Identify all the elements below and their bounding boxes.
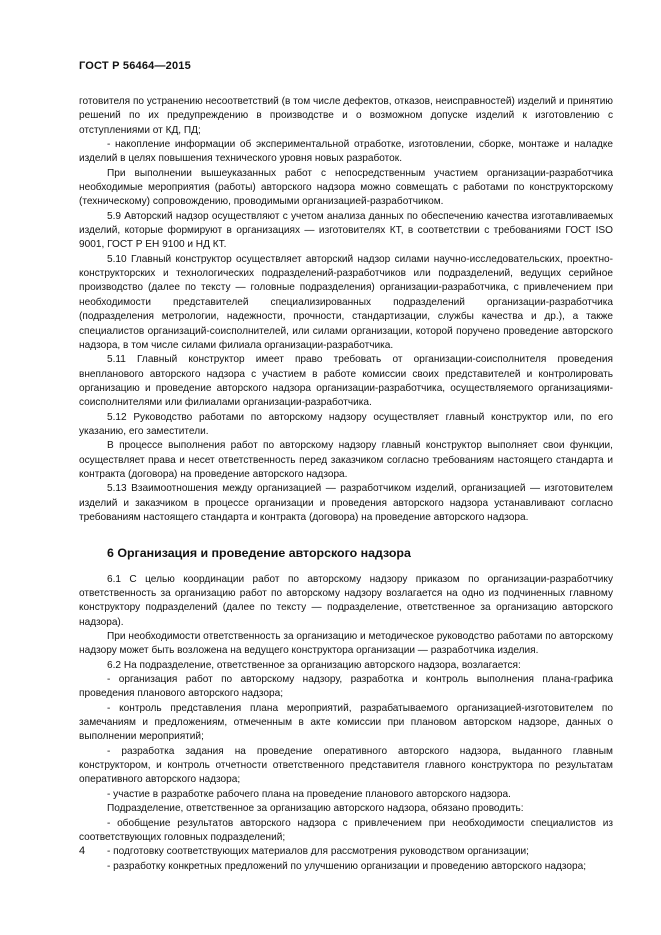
section-title: 6 Организация и проведение авторского надзора [107, 546, 411, 561]
clause-5-13: 5.13 Взаимоотношения между организацией — разработчиком изделий, организацией — изготовителем изделий и заказчиком в процессе организации и проведения авторского надзора устанавливают согласно требованиям настоящего стандарта и контракта (договора) на проведение авторского надзора. [79, 483, 613, 523]
list-item: - участие в разработке рабочего плана на проведение планового авторского надзора. [107, 788, 511, 800]
document-header: ГОСТ Р 56464—2015 [79, 60, 191, 72]
page-number: 4 [79, 845, 86, 857]
list-item: - накопление информации об экспериментальной отработке, изготовлении, сборке, монтаже и наладке изделий в целях повышения технического уровня новых разработок. [79, 139, 613, 165]
clause-6-2: 6.2 На подразделение, ответственное за организацию авторского надзора, возлагается: [107, 659, 521, 671]
clause-5-10: 5.10 Главный конструктор осуществляет авторский надзор силами научно-исследовательских, проектно-конструкторских и технологических подразделений-разработчиков или подразделений, ведущих серийное производство (далее по тексту — головные подразделения) организации-разработчика, с привлечением при необходимости представителей специализированных подразделений организации-разработчика (подразделения метрологии, надежности, прочности, стандартизации, службы качества и др.), а также специалистов организаций-соисполнителей, или силами организации, которой поручено проведение авторского надзора, в том числе силами филиала организации-разработчика. [79, 253, 613, 351]
list-item: - разработку конкретных предложений по улучшению организации и проведению авторского надзора; [107, 860, 587, 872]
list-item: - разработка задания на проведение оперативного авторского надзора, выданного главным конструктором, и контроль отчетности ответственного представителя главного конструктора по результатам оперативного авторского надзора; [79, 745, 613, 786]
list-item: - организация работ по авторскому надзору, разработка и контроль выполнения плана-графика проведения планового авторского надзора; [79, 674, 613, 700]
paragraph: В процессе выполнения работ по авторскому надзору главный конструктор выполняет свои функции, осуществляет права и несет ответственность перед заказчиком согласно требованиям настоящего стандарта и контракта (договора) на проведение авторского надзора. [79, 440, 613, 480]
list-item: - контроль представления плана мероприятий, разрабатываемого организацией-изготовителем по замечаниям и предложениям, отмеченным в акте комиссии при плановом авторском надзоре, данных о выполнении мероприятий; [79, 702, 613, 743]
document-body [79, 95, 613, 874]
clause-6-1: 6.1 С целью координации работ по авторскому надзору приказом по организации-разработчику ответственность за организацию работ по авторскому надзору возлагается на одно из подчиненных главному конструктору подразделений (далее по тексту — подразделение, ответственное за организацию авторского надзора). [79, 573, 613, 628]
paragraph: готовителя по устранению несоответствий (в том числе дефектов, отказов, неисправностей) изделий и принятию решений по их предупреждению в производстве и о возможном допуске изделий к изготовлению с отступлениями от КД, ПД; [79, 96, 613, 136]
list-item: - подготовку соответствующих материалов для рассмотрения руководством организации; [107, 846, 529, 858]
paragraph: При необходимости ответственность за организацию и методическое руководство работами по авторскому надзору может быть возложена на ведущего конструктора организации — разработчика изделия. [79, 631, 613, 657]
clause-5-11: 5.11 Главный конструктор имеет право требовать от организации-соисполнителя проведения внепланового авторского надзора с участием в работе комиссии своих представителей и контролировать организацию и проведение авторского надзора организации-разработчика, осуществляемого организациями-соисполнителями или филиалами организации-разработчика. [79, 354, 613, 409]
clause-5-12: 5.12 Руководство работами по авторскому надзору осуществляет главный конструктор или, по его указанию, его заместители. [79, 411, 613, 437]
clause-5-9: 5.9 Авторский надзор осуществляют с учетом анализа данных по обеспечению качества изготавливаемых изделий, которые формируют в организациях — изготовителях КТ, в соответствии с требованиями ГОСТ ISO 9001, ГОСТ Р ЕН 9100 и НД КТ. [79, 210, 613, 251]
list-item: - обобщение результатов авторского надзора с привлечением при необходимости специалистов из соответствующих головных подразделений; [79, 817, 613, 843]
paragraph: При выполнении вышеуказанных работ с непосредственным участием организации-разработчика необходимые мероприятия (работы) авторского надзора можно совмещать с работами по конструкторскому (техническому) сопровождению, проводимыми организацией-разработчиком. [79, 167, 613, 208]
paragraph: Подразделение, ответственное за организацию авторского надзора, обязано проводить: [107, 803, 524, 815]
